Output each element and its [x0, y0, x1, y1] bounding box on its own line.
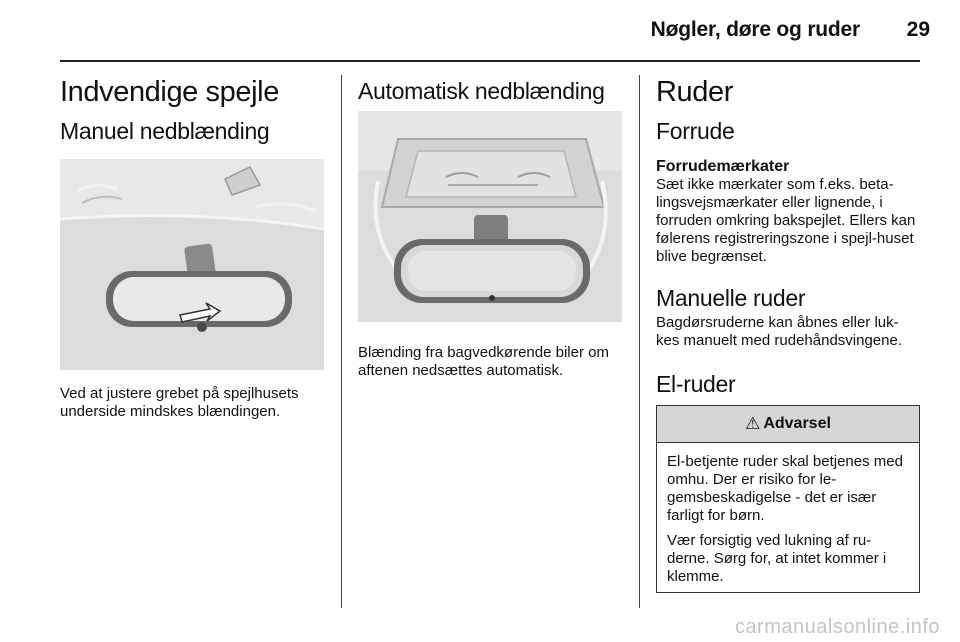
column-windows — [656, 75, 920, 398]
subsection-heading-power-windows: El-ruder — [656, 371, 736, 397]
auto-mirror-illustration — [358, 111, 622, 322]
column-divider-1 — [341, 75, 342, 608]
warning-paragraph-1: El-betjente ruder skal betjenes med omhu. Der er risiko for le-gemsbeskadigelse - det er især farligt for børn. — [667, 453, 903, 524]
stickers-paragraph: Sæt ikke mærkater som f.eks. beta-lingsvejsmærkater eller lignende, i forruden omkring bakspejlet. Ellers kan følerens registreringszone i spejl-huset blive begrænset. — [656, 176, 916, 265]
subsection-heading-windscreen: Forrude — [656, 118, 735, 144]
manual-windows-paragraph: Bagdørsruderne kan åbnes eller luk-kes manuelt med rudehåndsvingene. — [656, 314, 902, 349]
body-paragraph: Ved at justere grebet på spejlhusets underside mindskes blændingen. — [60, 385, 299, 420]
section-heading: Automatisk nedblænding — [358, 78, 605, 104]
warning-box — [656, 405, 920, 593]
body-paragraph: Blænding fra bagvedkørende biler om aftenen nedsættes automatisk. — [358, 344, 609, 379]
warning-body — [657, 443, 919, 586]
footer-watermark: carmanualsonline.info — [734, 616, 940, 638]
warning-header — [657, 406, 919, 443]
header-rule — [60, 60, 920, 62]
warning-paragraph-2: Vær forsigtig ved lukning af ru-derne. Sørg for, at intet kommer i klemme. — [667, 532, 887, 585]
warning-triangle-icon: ⚠ — [745, 414, 761, 433]
subsection-heading-manual-windows: Manuelle ruder — [656, 285, 806, 311]
page-number: 29 — [906, 18, 930, 41]
section-heading: Indvendige spejle — [60, 76, 279, 108]
warning-title: Advarsel — [763, 415, 831, 432]
sub-subsection-heading-stickers: Forrudemærkater — [656, 158, 790, 175]
section-heading: Ruder — [656, 76, 733, 108]
column-divider-2 — [639, 75, 640, 608]
column-auto-dimming — [358, 75, 622, 380]
subsection-heading: Manuel nedblænding — [60, 118, 270, 144]
page-title: Nøgler, døre og ruder — [650, 18, 860, 41]
column-manual-dimming — [60, 75, 324, 421]
manual-mirror-illustration — [60, 159, 324, 370]
